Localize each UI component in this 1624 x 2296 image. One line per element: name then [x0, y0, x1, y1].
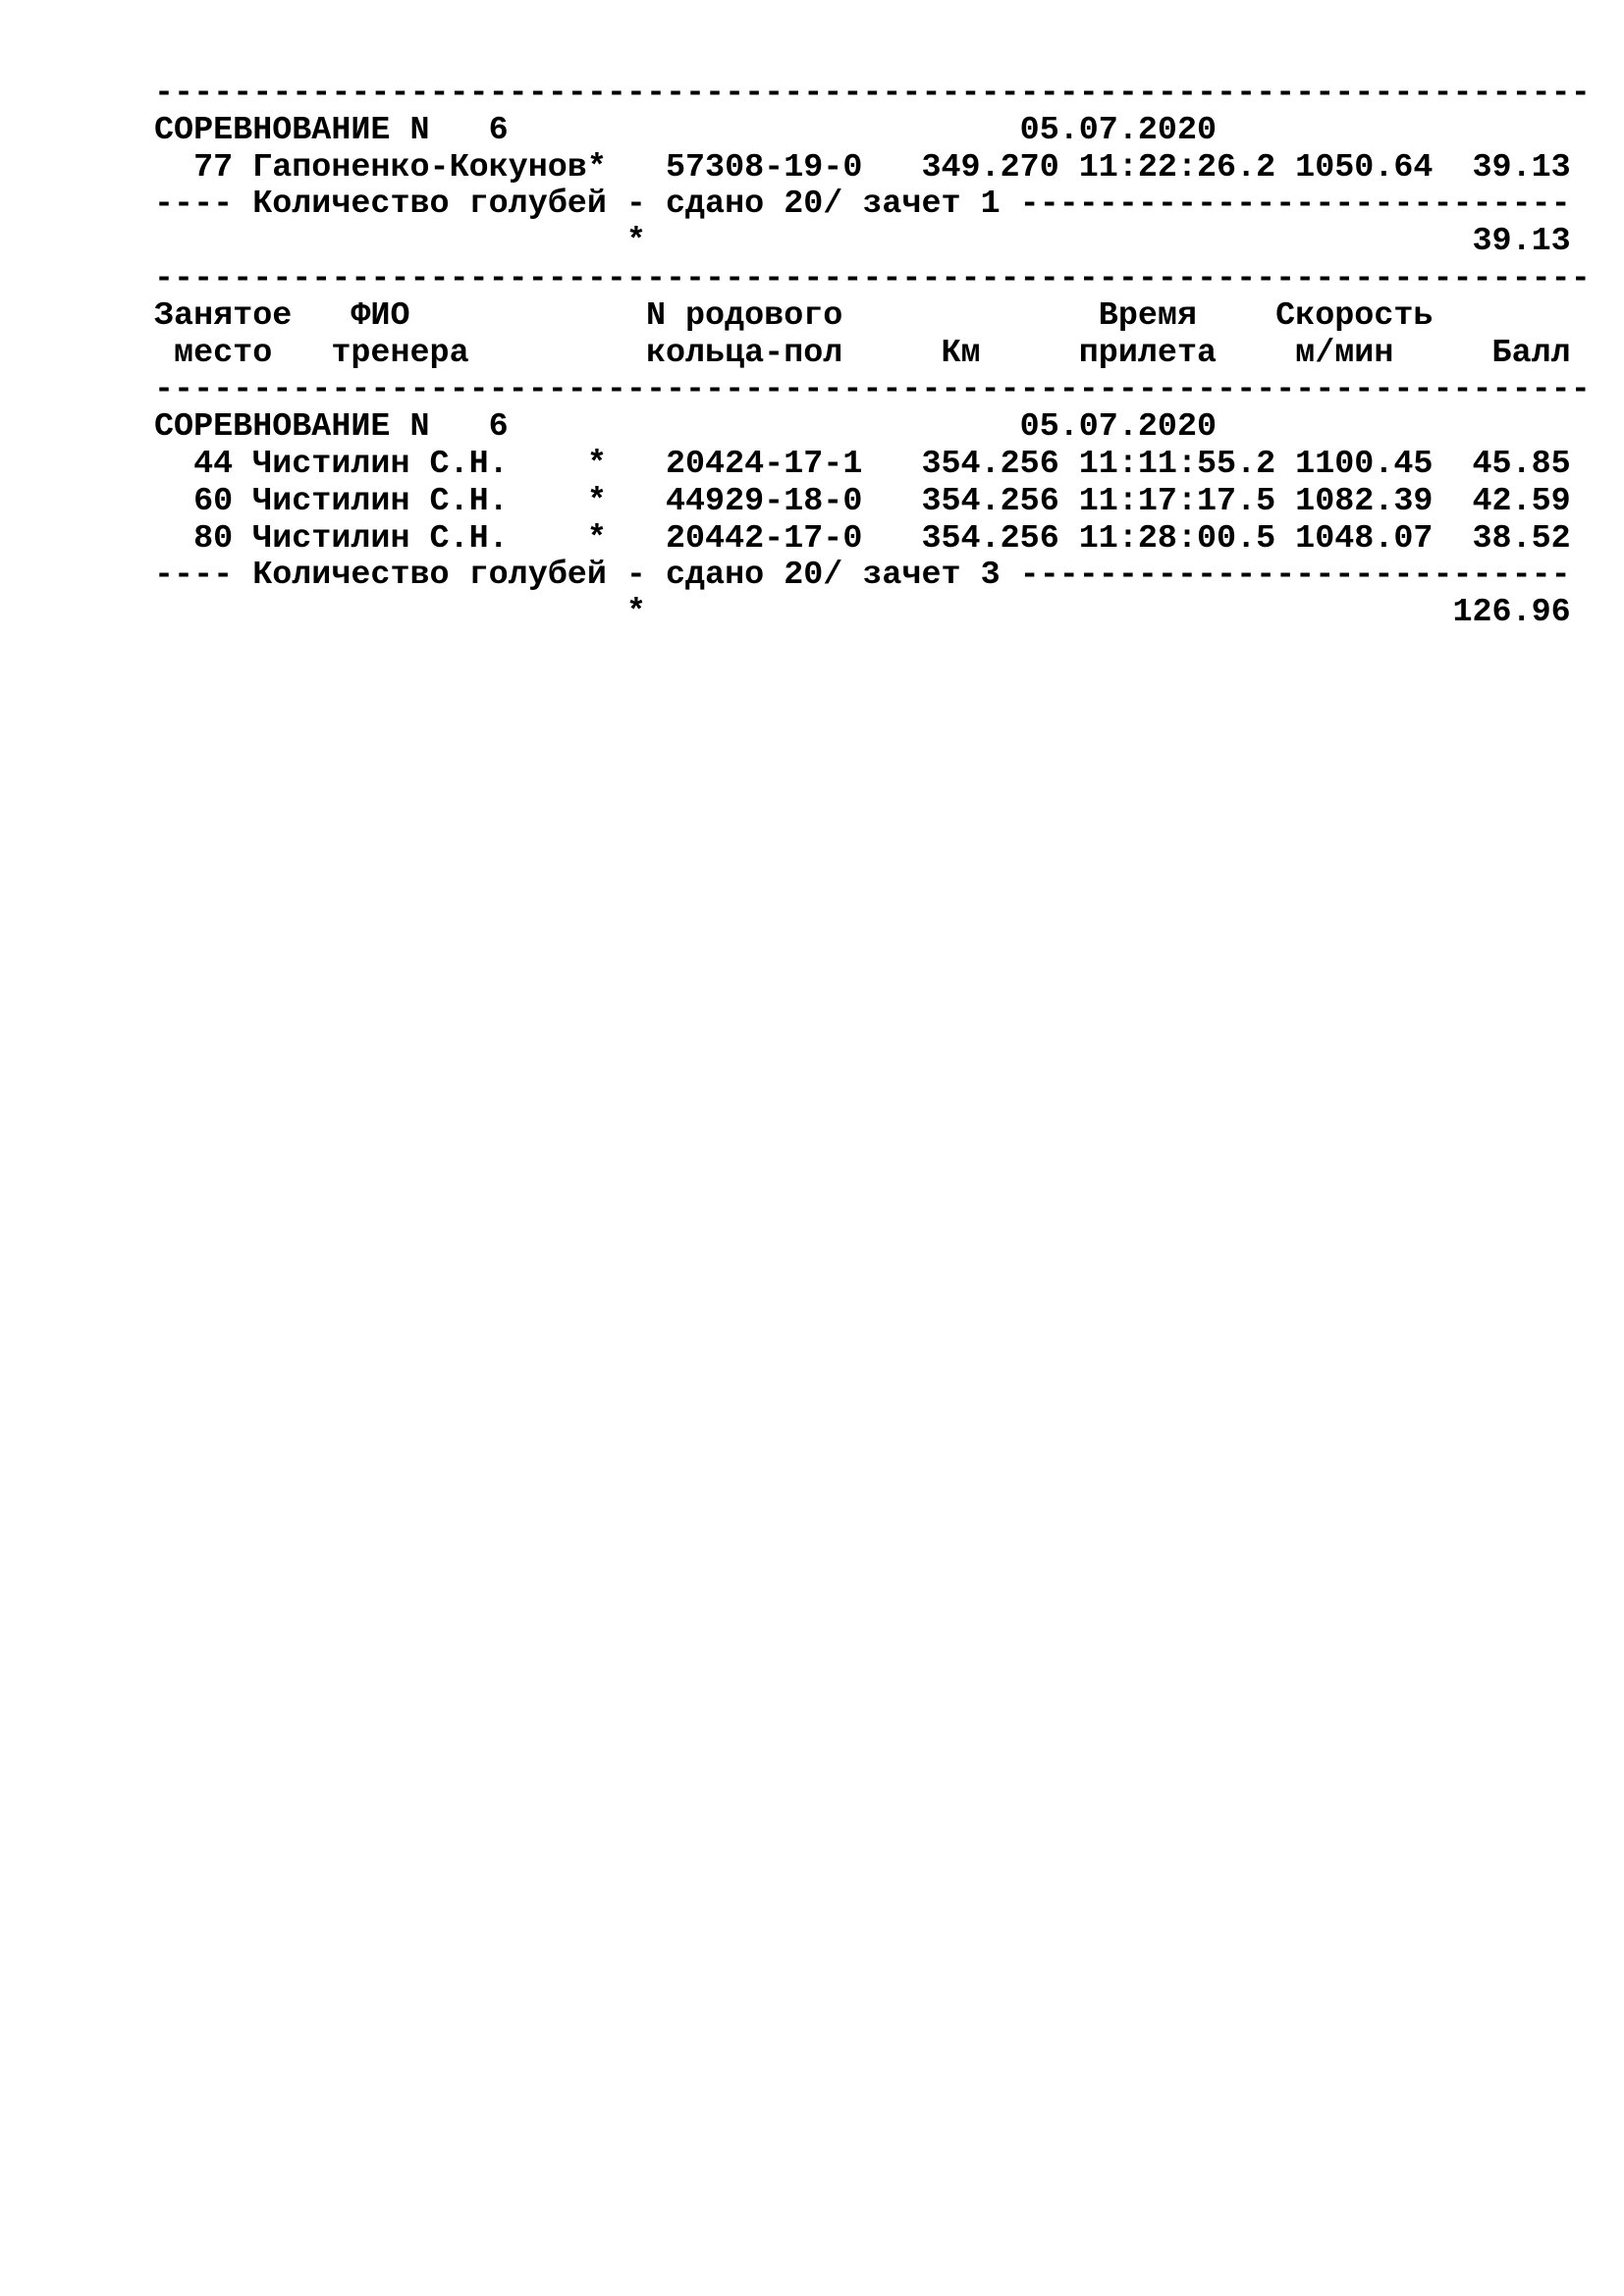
result-row: 80 Чистилин С.Н. * 20442-17-0 354.256 11:28:00.5 1048.07 38.52 — [154, 519, 1571, 558]
column-headers-row-1: Занятое ФИО N родового Время Скорость — [154, 296, 1434, 335]
pigeon-count-summary-2: ---- Количество голубей - сдано 20/ зачет 3 ---------------------------- — [154, 557, 1571, 595]
result-row: 44 Чистилин С.Н. * 20424-17-1 354.256 11:11:55.2 1100.45 45.85 — [154, 445, 1571, 483]
competition-header-1: СОРЕВНОВАНИЕ N 6 05.07.2020 — [154, 111, 1218, 149]
score-total-1: * 39.13 — [154, 223, 1571, 261]
competition-header-2: СОРЕВНОВАНИЕ N 6 05.07.2020 — [154, 408, 1218, 447]
pigeon-count-summary-1: ---- Количество голубей - сдано 20/ зачет 1 ---------------------------- — [154, 186, 1571, 224]
column-headers-row-2: место тренера кольца-пол Км прилета м/мин Балл — [154, 334, 1571, 372]
competition-report — [154, 75, 1591, 632]
result-row: 77 Гапоненко-Кокунов* 57308-19-0 349.270 11:22:26.2 1050.64 39.13 — [154, 148, 1571, 187]
separator-line: ------------------------------------------------------------------------- — [154, 371, 1591, 409]
score-total-2: * 126.96 — [154, 594, 1571, 632]
separator-line: ------------------------------------------------------------------------- — [154, 75, 1591, 112]
separator-line: ------------------------------------------------------------------------- — [154, 259, 1591, 297]
result-row: 60 Чистилин С.Н. * 44929-18-0 354.256 11:17:17.5 1082.39 42.59 — [154, 482, 1571, 520]
